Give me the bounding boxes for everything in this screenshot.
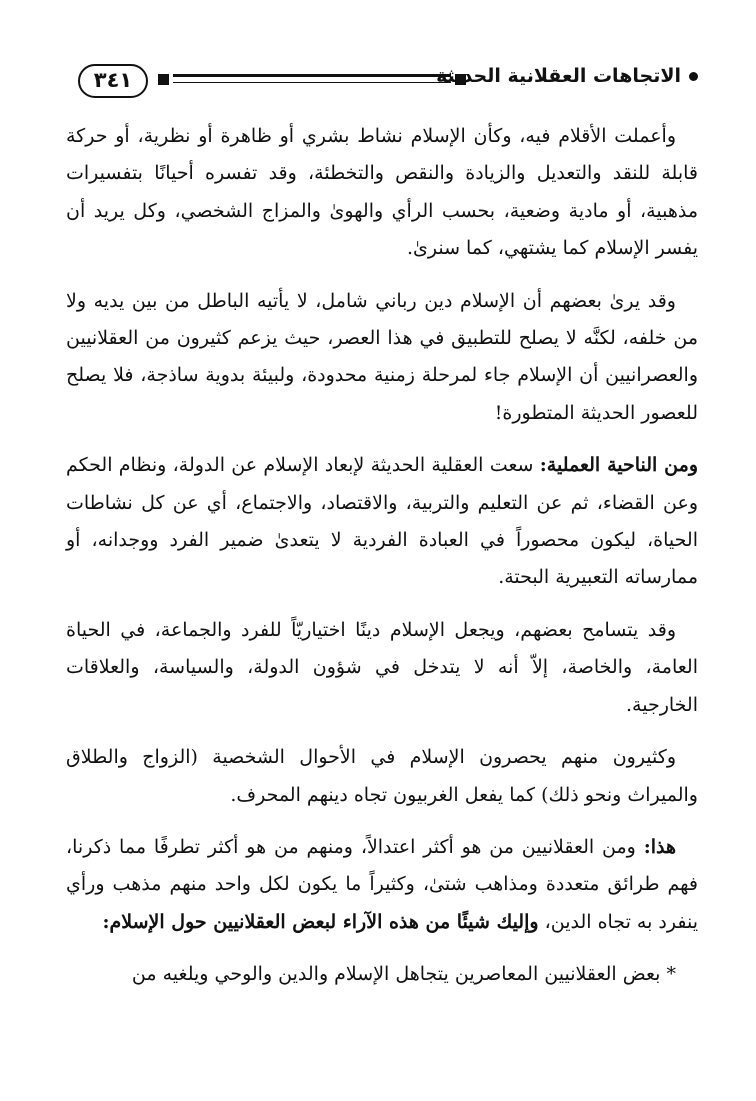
paragraph-text: وكثيرون منهم يحصرون الإسلام في الأحوال الشخصية (الزواج والطلاق والميراث ونحو ذلك) كما يفعل الغربيون تجاه دينهم المحرف. (66, 746, 698, 806)
paragraph-text: وأعملت الأقلام فيه، وكأن الإسلام نشاط بشري أو ظاهرة أو نظرية، أو حركة قابلة للنقد والتعديل والزيادة والنقص والتخطئة، وقد تفسره أحيانًا بتفسيرات مذهبية، أو مادية وضعية، بحسب الرأي والهوىٰ والمزاج الشخصي، وكل يريد أن يفسر الإسلام كما يشتهي، كما سنرىٰ. (66, 125, 698, 260)
paragraph-text: وقد يرىٰ بعضهم أن الإسلام دين رباني شامل، لا يأتيه الباطل من بين يديه ولا من خلفه، لكنَّه لا يصلح للتطبيق في هذا العصر، حيث يزعم كثيرون من العقلانيين والعصرانيين أن الإسلام جاء لمرحلة زمنية محدودة، ولبيئة بدوية ساذجة، فلا يصلح للعصور الحديثة المتطورة! (66, 289, 698, 424)
paragraph (66, 612, 698, 724)
paragraph-text: سعت العقلية الحديثة لإبعاد الإسلام عن الدولة، ونظام الحكم وعن القضاء، ثم عن التعليم والتربية، والاقتصاد، والاجتماع، أي عن كل نشاطات الحياة، ليكون محصوراً في العبادة الفردية لا يتعدىٰ ضمير الفرد ووجدانه، أو ممارساته التعبيرية البحتة. (66, 454, 698, 589)
page-header (78, 62, 698, 102)
header-rule (173, 74, 451, 85)
paragraph (66, 829, 698, 941)
rule-square-left (158, 74, 169, 85)
paragraph-text: وقد يتسامح بعضهم، ويجعل الإسلام دينًا اختياريّاً للفرد والجماعة، في الحياة العامة، والخاصة، إلاّ أنه لا يتدخل في شؤون الدولة، والسياسة، والعلاقات الخارجية. (66, 618, 698, 716)
paragraph-text: ومن العقلانيين من هو أكثر اعتدالاً، ومنهم من هو أكثر تطرفًا مما ذكرنا، فهم طرائق متعددة ومذاهب شتىٰ، وكثيراً ما يكون لكل واحد منهم مذهب ورأي ينفرد به تجاه الدين، (66, 835, 698, 933)
paragraph-lead: ومن الناحية العملية: (539, 454, 698, 477)
running-title-text: الاتجاهات العقلانية الحديثة (436, 65, 681, 87)
running-title (436, 65, 698, 87)
paragraph-text: * بعض العقلانيين المعاصرين يتجاهل الإسلام والدين والوحي ويلغيه من (131, 963, 676, 986)
paragraph (66, 956, 698, 993)
paragraph-emphasis: وإليك شيئًا من هذه الآراء لبعض العقلانيين حول الإسلام: (102, 910, 539, 933)
page-body (66, 118, 698, 1009)
paragraph (66, 118, 698, 268)
bullet-dot-icon (689, 72, 698, 81)
paragraph (66, 739, 698, 814)
page-number: ٣٤١ (78, 64, 148, 98)
paragraph (66, 283, 698, 433)
paragraph-lead: هذا: (643, 835, 676, 858)
paragraph (66, 447, 698, 597)
